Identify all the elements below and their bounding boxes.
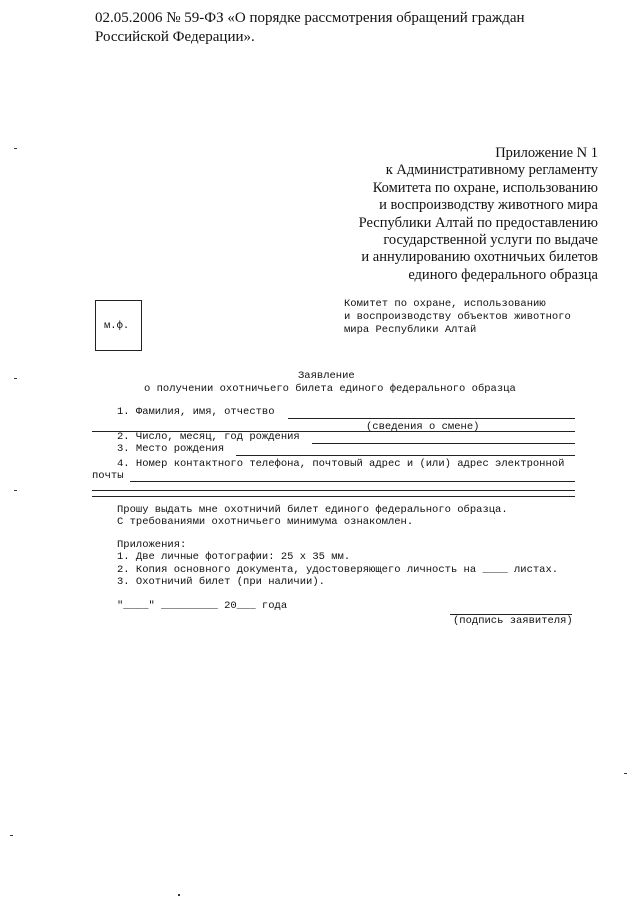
form-subtitle: о получении охотничьего билета единого федерального образца (144, 383, 516, 395)
request-line-1: Прошу выдать мне охотничий билет единого федерального образца. (117, 504, 508, 516)
field-contacts-line-3[interactable] (92, 496, 575, 497)
appendix-line-5: Республики Алтай по предоставлению (358, 214, 598, 231)
appendix-line-7: и аннулированию охотничьих билетов (361, 249, 598, 266)
stamp-label: м.ф. (104, 320, 130, 332)
attachments-title: Приложения: (117, 539, 187, 551)
scan-speck (624, 773, 627, 774)
field-full-name-line[interactable] (288, 418, 575, 419)
appendix-line-6: государственной услуги по выдаче (383, 232, 598, 249)
field-contacts-continuation: почты (92, 470, 124, 482)
field-contacts-line-2[interactable] (92, 490, 575, 491)
scan-speck (14, 490, 17, 491)
header-line-1: 02.05.2006 № 59-ФЗ «О порядке рассмотрения обращений граждан (95, 10, 525, 26)
scan-speck (14, 378, 17, 379)
recipient-line-3: мира Республики Алтай (344, 324, 477, 336)
scan-speck (14, 148, 17, 149)
appendix-line-2: к Административному регламенту (385, 162, 598, 179)
field-full-name-label: 1. Фамилия, имя, отчество (117, 406, 275, 418)
form-title: Заявление (298, 370, 355, 382)
signature-caption: (подпись заявителя) (453, 615, 573, 627)
scan-speck (10, 835, 13, 836)
header-line-2: Российской Федерации». (95, 29, 255, 45)
appendix-line-4: и воспроизводству животного мира (379, 197, 598, 214)
attachment-3: 3. Охотничий билет (при наличии). (117, 576, 325, 588)
appendix-line-3: Комитета по охране, использованию (372, 179, 598, 196)
recipient-line-2: и воспроизводству объектов животного (344, 311, 571, 323)
field-contacts-label: 4. Номер контактного телефона, почтовый адрес и (или) адрес электронной (117, 458, 565, 470)
field-contacts-line-1[interactable] (130, 481, 575, 482)
appendix-line-1: Приложение N 1 (495, 145, 598, 161)
field-birth-place-label: 3. Место рождения (117, 443, 225, 455)
request-line-2: С требованиями охотничьего минимума ознакомлен. (117, 516, 414, 528)
recipient-line-1: Комитет по охране, использованию (344, 298, 546, 310)
appendix-line-8: единого федерального образца (408, 266, 598, 283)
attachment-1: 1. Две личные фотографии: 25 х 35 мм. (117, 551, 351, 563)
field-full-name-note: (сведения о смене) (366, 421, 480, 433)
appendix-block (359, 145, 598, 284)
scan-speck (178, 894, 180, 896)
attachment-2: 2. Копия основного документа, удостоверяющего личность на ____ листах. (117, 564, 559, 576)
field-birth-place-line[interactable] (236, 455, 575, 456)
field-birth-date-line[interactable] (312, 443, 575, 444)
field-birth-date-label: 2. Число, месяц, год рождения (117, 431, 300, 443)
date-line: "____" _________ 20___ года (117, 600, 288, 612)
